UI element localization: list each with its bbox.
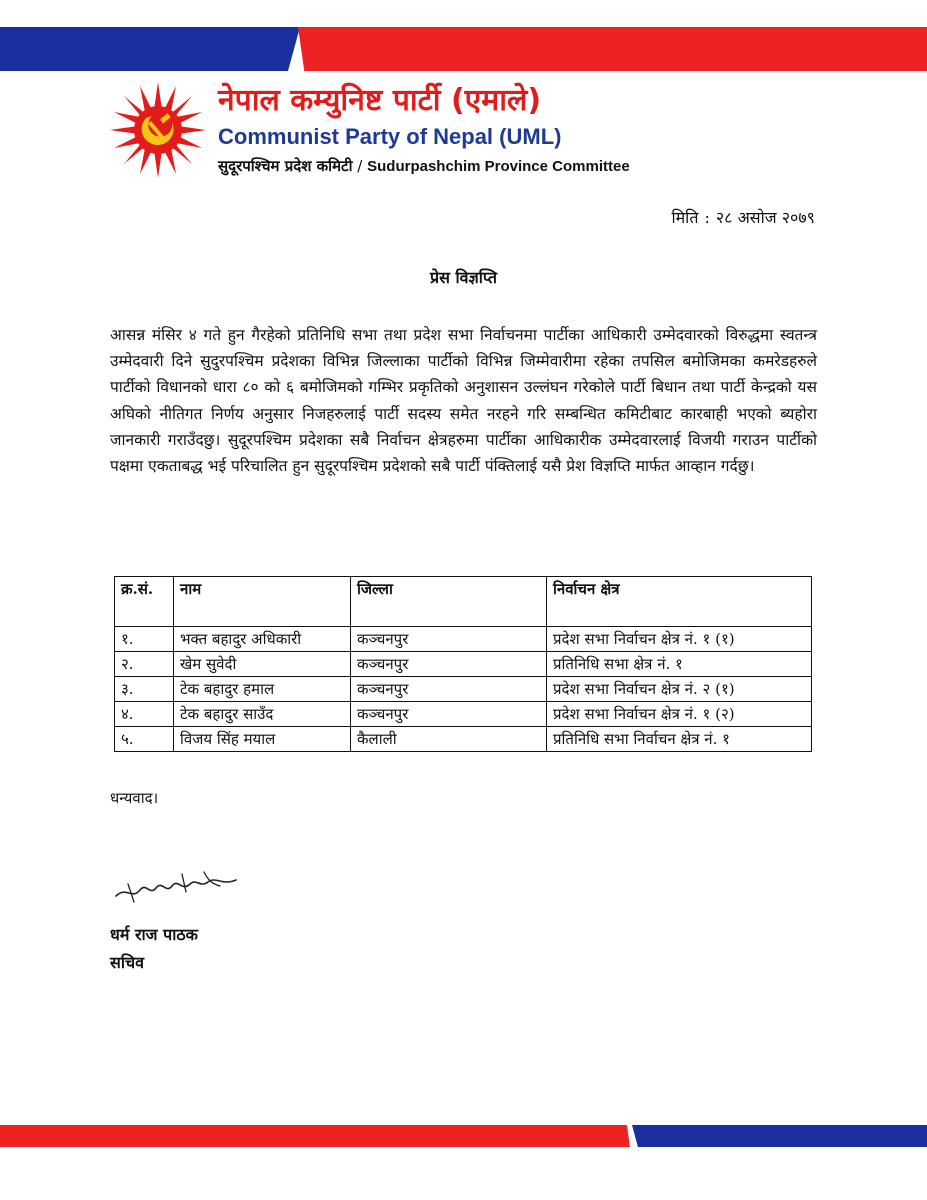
cell-serial: १. <box>115 627 174 652</box>
cell-name: भक्त बहादुर अधिकारी <box>174 627 351 652</box>
cell-serial: ४. <box>115 702 174 727</box>
header-name: नाम <box>174 577 351 627</box>
handwritten-signature <box>112 866 242 910</box>
cell-district: कञ्चनपुर <box>351 677 547 702</box>
committee-name-english: Sudurpashchim Province Committee <box>367 158 630 175</box>
table-header-row <box>115 577 812 627</box>
date-label: मिति <box>671 208 699 227</box>
cell-serial: ३. <box>115 677 174 702</box>
action-list-table <box>114 576 812 752</box>
date-separator: : <box>704 208 710 227</box>
signatory-name: धर्म राज पाठक <box>110 925 198 944</box>
table-row <box>115 677 812 702</box>
header-district: जिल्ला <box>351 577 547 627</box>
cell-name: खेम सुवेदी <box>174 652 351 677</box>
cell-constituency: प्रतिनिधि सभा क्षेत्र नं. १ <box>547 652 812 677</box>
cell-district: कैलाली <box>351 727 547 752</box>
committee-separator: / <box>357 157 363 175</box>
table-row <box>115 702 812 727</box>
cell-constituency: प्रदेश सभा निर्वाचन क्षेत्र नं. १ (२) <box>547 702 812 727</box>
signatory-block <box>110 921 198 977</box>
cell-name: टेक बहादुर हमाल <box>174 677 351 702</box>
cell-constituency: प्रदेश सभा निर्वाचन क्षेत्र नं. १ (१) <box>547 627 812 652</box>
cell-serial: ५. <box>115 727 174 752</box>
table-row <box>115 652 812 677</box>
cell-constituency: प्रदेश सभा निर्वाचन क्षेत्र नं. २ (१) <box>547 677 812 702</box>
cell-district: कञ्चनपुर <box>351 652 547 677</box>
committee-line <box>218 156 630 176</box>
cell-serial: २. <box>115 652 174 677</box>
party-name-nepali: नेपाल कम्युनिष्ट पार्टी (एमाले) <box>218 83 542 118</box>
header-blue-band <box>0 27 300 71</box>
table-row <box>115 727 812 752</box>
date-line <box>671 206 815 228</box>
cell-name: टेक बहादुर साउँद <box>174 702 351 727</box>
table-row <box>115 627 812 652</box>
cell-name: विजय सिंह मयाल <box>174 727 351 752</box>
cell-constituency: प्रतिनिधि सभा निर्वाचन क्षेत्र नं. १ <box>547 727 812 752</box>
cell-district: कञ्चनपुर <box>351 627 547 652</box>
date-value: २८ असोज २०७९ <box>715 208 815 227</box>
signatory-title: सचिव <box>110 953 145 972</box>
committee-name-nepali: सुदूरपश्चिम प्रदेश कमिटी <box>218 157 353 175</box>
party-logo-sun-icon <box>108 80 208 180</box>
header-constituency: निर्वाचन क्षेत्र <box>547 577 812 627</box>
footer-red-band <box>0 1125 630 1147</box>
header-serial: क्र.सं. <box>115 577 174 627</box>
press-release-title: प्रेस विज्ञप्ति <box>430 268 497 287</box>
footer-blue-band <box>632 1125 927 1147</box>
party-name-english: Communist Party of Nepal (UML) <box>218 124 562 149</box>
press-release-body: आसन्न मंसिर ४ गते हुन गैरहेको प्रतिनिधि सभा तथा प्रदेश सभा निर्वाचनमा पार्टीका आधिकारी उम्मेदवारको विरुद्धमा स्वतन्त्र उम्मेदवारी दिने सुदुरपश्चिम प्रदेशका विभिन्न जिल्लाका पार्टीको विभिन्न जिम्मेवारीमा रहेका तपसिल बमोजिमका कमरेडहरुले पार्टीको विधानको धारा ८० को ६ बमोजिमको गम्भिर प्रकृतिको अनुशासन उल्लंघन गरेकोले पार्टी बिधान तथा पार्टी केन्द्रको यस अघिको नीतिगत निर्णय अनुसार निजहरुलाई पार्टी सदस्य समेत नरहने गरि सम्बन्धित कमिटीबाट कारबाही भएको ब्यहोरा जानकारी गराउँदछु। सुदूरपश्चिम प्रदेशका सबै निर्वाचन क्षेत्रहरुमा पार्टीका आधिकारीक उम्मेदवारलाई विजयी गराउन पार्टीको पक्षमा एकताबद्ध भई परिचालित हुन सुदूरपश्चिम प्रदेशको सबै पार्टी पंक्तिलाई यसै प्रेश विज्ञप्ति मार्फत आव्हान गर्दछु। <box>110 326 817 476</box>
header-red-band <box>298 27 927 71</box>
closing-thanks: धन्यवाद। <box>110 789 159 807</box>
cell-district: कञ्चनपुर <box>351 702 547 727</box>
